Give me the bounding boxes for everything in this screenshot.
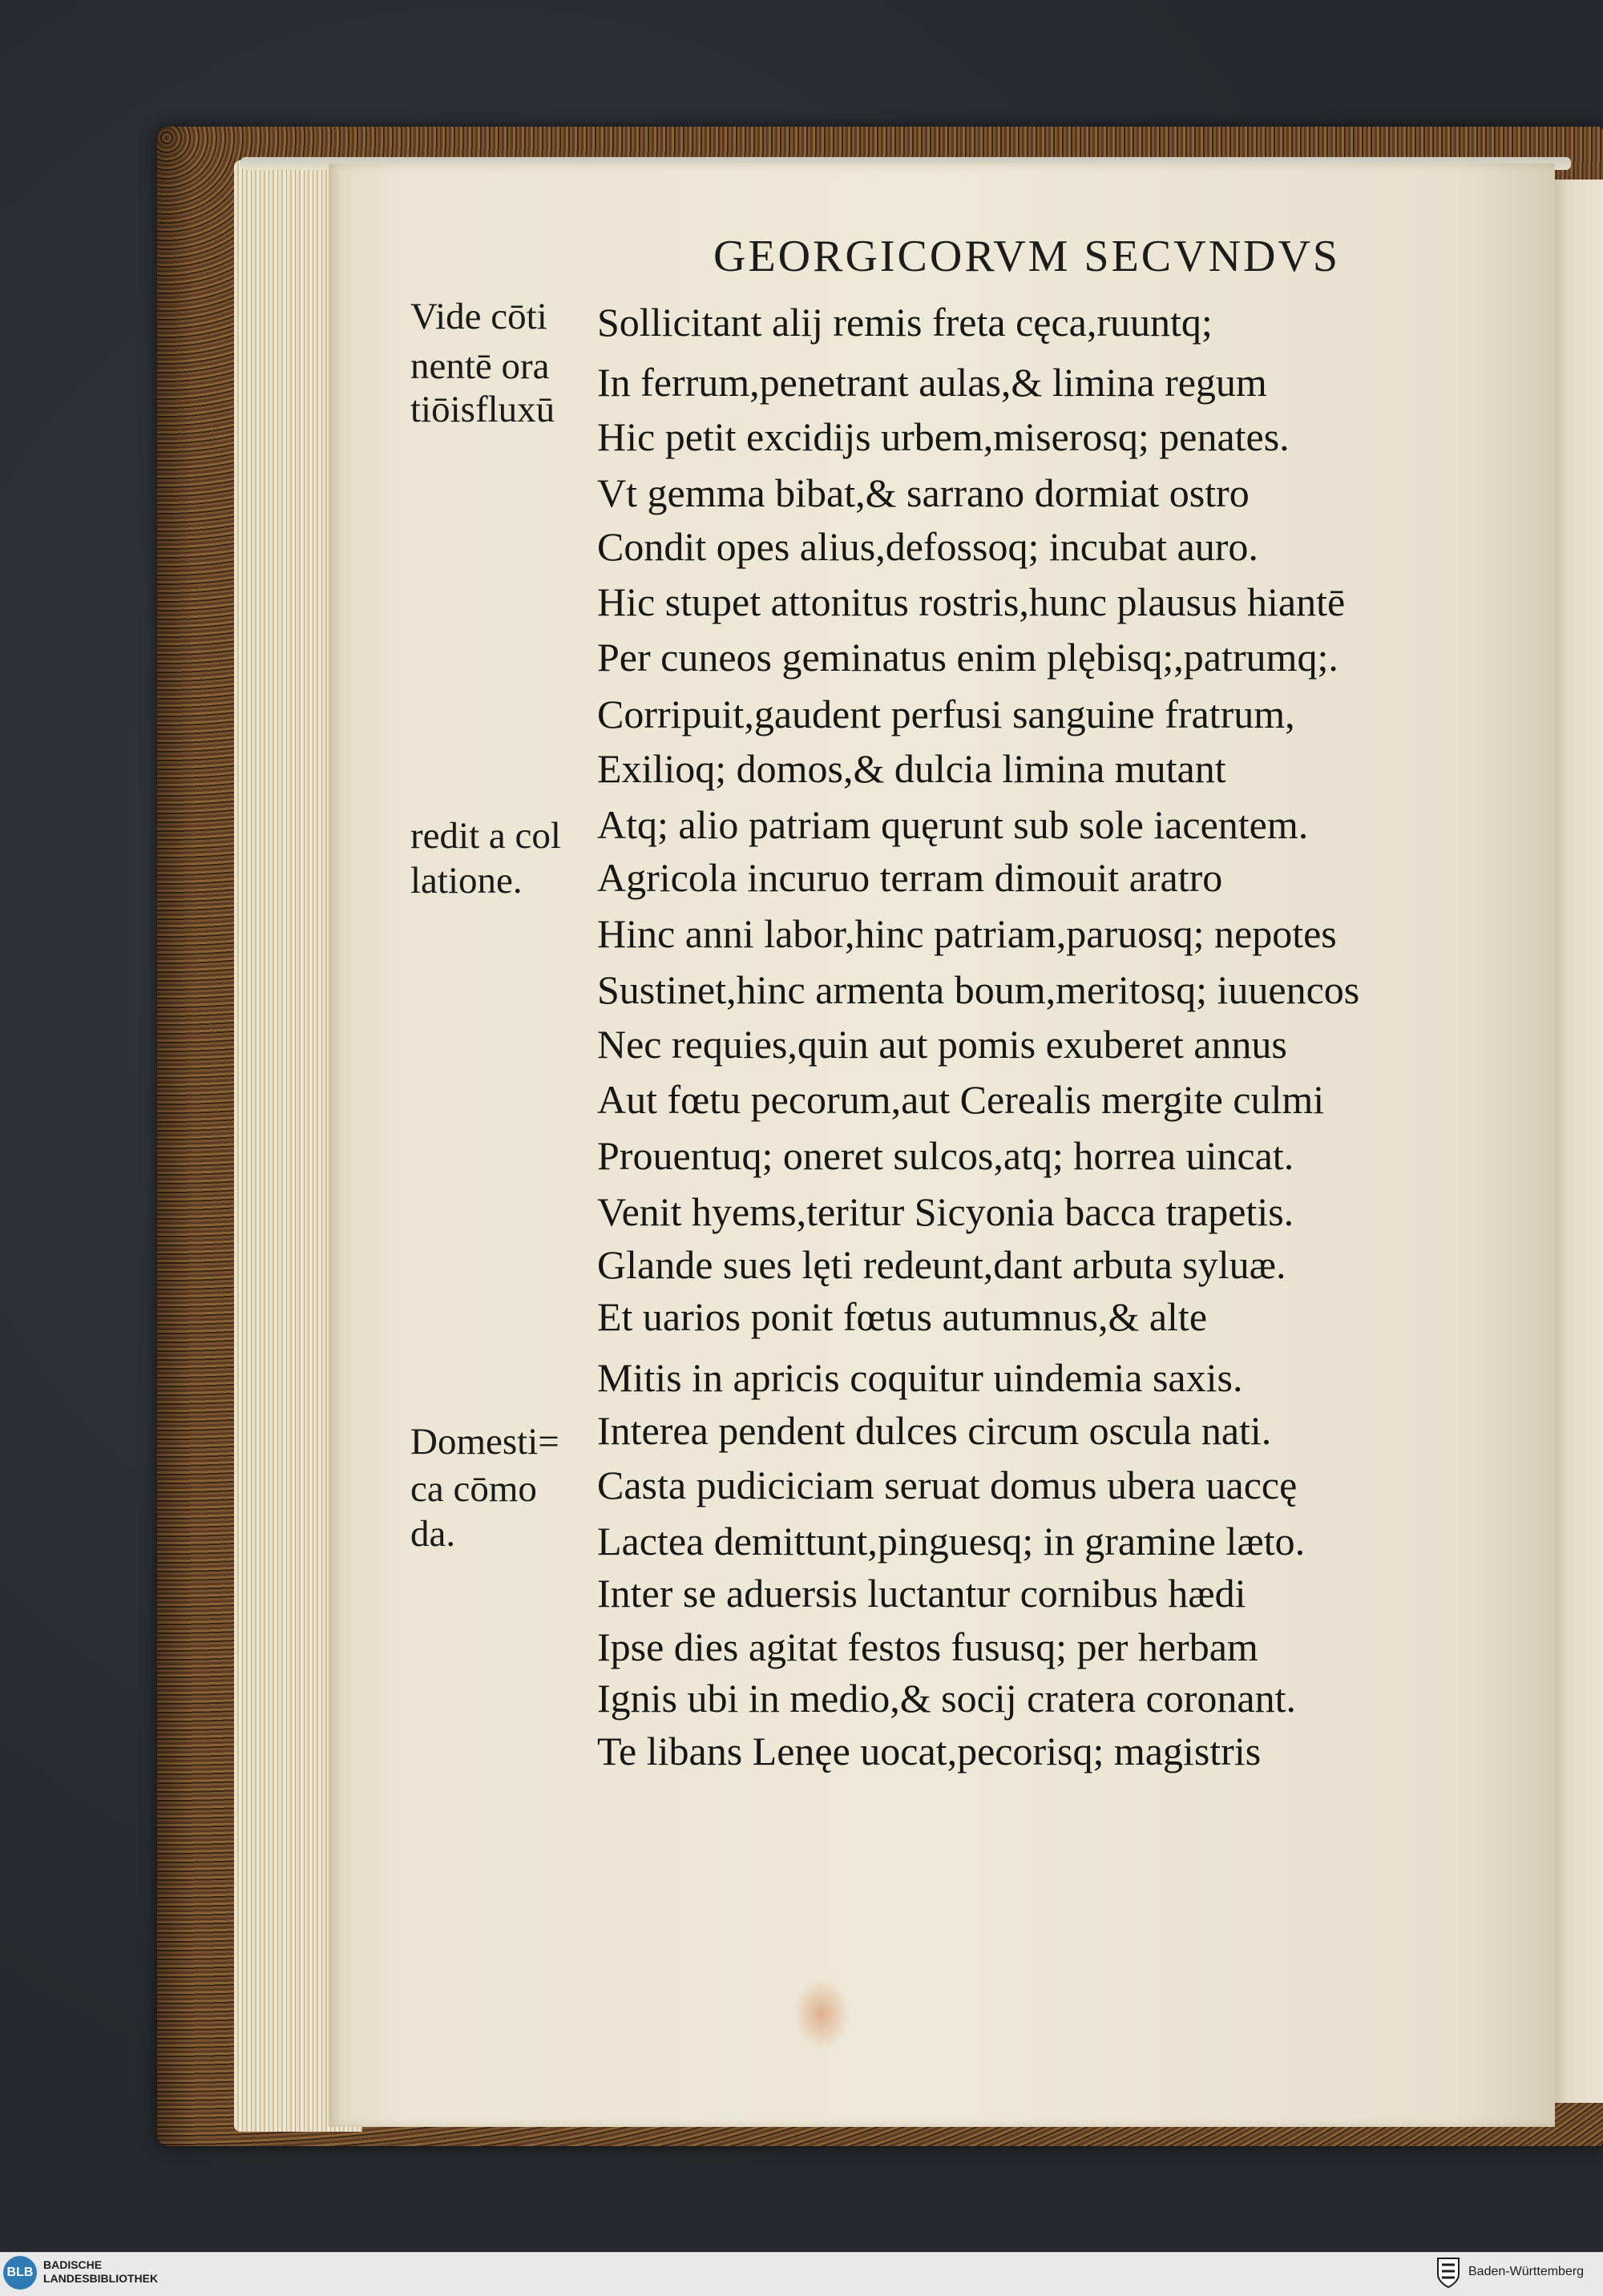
cover-spine-shadow [157,127,194,2146]
library-name[interactable] [43,2258,158,2286]
verse-line: Prouentuq; oneret sulcos,atq; horrea uincat. [597,1133,1294,1178]
marginal-note: tiōisfluxū [410,389,555,430]
verse-line: Ipse dies agitat festos fususq; per herbam [597,1624,1258,1669]
library-logo[interactable]: BLB [3,2256,37,2290]
marginal-note: latione. [410,860,523,902]
state-name[interactable]: Baden-Württemberg [1468,2265,1585,2278]
verse-line: Hic stupet attonitus rostris,hunc plausus hiantē [597,579,1346,624]
marginal-note: ca cōmo [410,1468,537,1510]
verse-line: Lactea demittunt,pinguesq; in gramine læto. [597,1519,1306,1564]
verse-line: Mitis in apricis coquitur uindemia saxis. [597,1355,1243,1400]
verse-line: Sollicitant alij remis freta cęca,ruuntq; [597,300,1213,345]
verse-line: Per cuneos geminatus enim plębisq;,patrumq;. [597,635,1339,680]
verse-line: Inter se aduersis luctantur cornibus hædi [597,1571,1246,1616]
marginal-note: Vide cōti [410,296,547,337]
verse-line: Atq; alio patriam quęrunt sub sole iacentem. [597,802,1309,847]
library-name-line2: LANDESBIBLIOTHEK [43,2272,159,2285]
verse-line: Nec requies,quin aut pomis exuberet annus [597,1022,1287,1067]
verse-line: Ignis ubi in medio,& socij cratera coronant. [597,1676,1296,1721]
verse-line: Casta pudiciciam seruat domus ubera uaccę [597,1463,1298,1507]
verse-line: Te libans Lenęe uocat,pecorisq; magistris [597,1729,1262,1773]
verse-line: Et uarios ponit fœtus autumnus,& alte [597,1294,1208,1339]
marginal-note: da. [410,1513,456,1555]
verse-line: Vt gemma bibat,& sarrano dormiat ostro [597,470,1250,515]
marginal-note: nentē ora [410,345,550,387]
verse-line: Condit opes alius,defossoq; incubat auro. [597,524,1258,569]
verse-line: Corripuit,gaudent perfusi sanguine fratrum, [597,692,1295,736]
verse-line: Exilioq; domos,& dulcia limina mutant [597,746,1226,791]
verse-line: Hinc anni labor,hinc patriam,paruosq; nepotes [597,911,1337,956]
verse-line: In ferrum,penetrant aulas,& limina regum [597,360,1267,405]
verse-line: Aut fœtu pecorum,aut Cerealis mergite culmi [597,1077,1325,1122]
verse-line: Interea pendent dulces circum oscula nati. [597,1408,1272,1453]
facing-page [1551,180,1603,2103]
viewer-footer [0,2252,1603,2296]
verse-line: Sustinet,hinc armenta boum,meritosq; iuuencos [597,967,1360,1012]
marginal-note: Domesti= [410,1421,559,1463]
verse-line: Glande sues lęti redeunt,dant arbuta syluæ. [597,1242,1286,1287]
state-coat-of-arms-icon[interactable] [1435,2257,1462,2289]
verse-line: Agricola incuruo terram dimouit aratro [597,855,1223,900]
running-title: GEORGICORVM SECVNDVS [713,232,1341,281]
verse-line: Venit hyems,teritur Sicyonia bacca trapetis. [597,1189,1294,1234]
page-stain [793,1978,850,2050]
library-name-line1: BADISCHE [43,2258,103,2271]
verse-line: Hic petit excidijs urbem,miserosq; penates. [597,414,1290,459]
marginal-note: redit a col [410,815,561,857]
